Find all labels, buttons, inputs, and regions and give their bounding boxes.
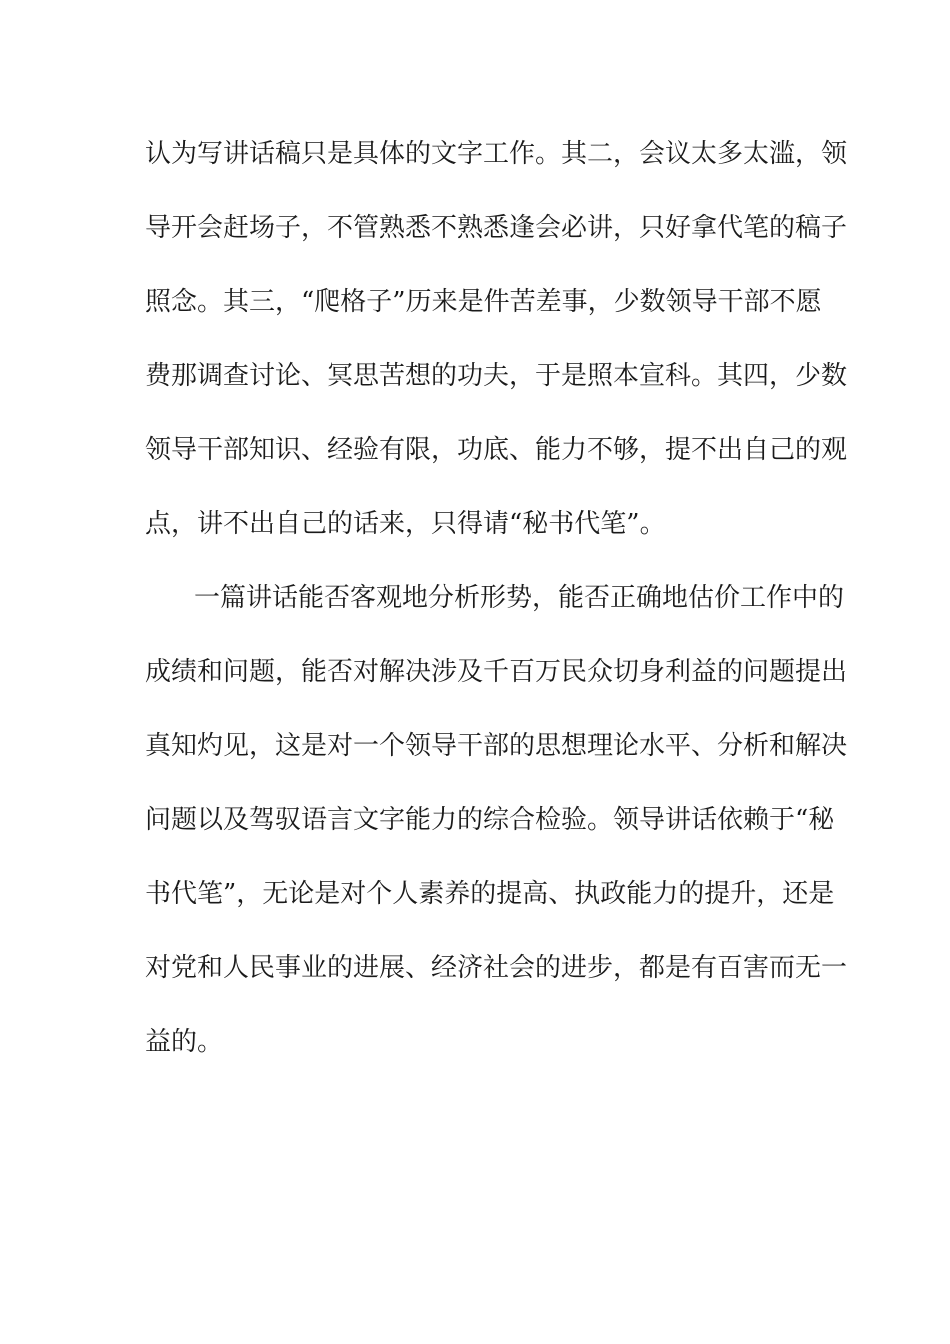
paragraph-1-line-3: 照念。其三，“爬格子”历来是件苦差事，少数领导干部不愿 <box>145 287 822 317</box>
paragraph-2-line-6: 对党和人民事业的进展、经济社会的进步，都是有百害而无一 <box>145 953 848 983</box>
paragraph-1-line-5: 领导干部知识、经验有限，功底、能力不够，提不出自己的观 <box>145 435 848 465</box>
paragraph-2-line-1: 一篇讲话能否客观地分析形势，能否正确地估价工作中的 <box>194 583 845 613</box>
paragraph-1-line-1: 认为写讲话稿只是具体的文字工作。其二，会议太多太滥，领 <box>145 139 848 169</box>
paragraph-2-line-7: 益的。 <box>145 1027 224 1057</box>
paragraph-1-line-2: 导开会赶场子，不管熟悉不熟悉逢会必讲，只好拿代笔的稿子 <box>145 213 848 243</box>
paragraph-2-line-3: 真知灼见，这是对一个领导干部的思想理论水平、分析和解决 <box>145 731 848 761</box>
paragraph-1-line-6: 点，讲不出自己的话来，只得请“秘书代笔”。 <box>145 509 666 539</box>
paragraph-2-line-2: 成绩和问题，能否对解决涉及千百万民众切身利益的问题提出 <box>145 657 848 687</box>
body-text <box>145 117 848 1079</box>
paragraph-1-line-4: 费那调查讨论、冥思苦想的功夫，于是照本宣科。其四，少数 <box>145 361 848 391</box>
paragraph-2-line-4: 问题以及驾驭语言文字能力的综合检验。领导讲话依赖于“秘 <box>145 805 835 835</box>
paragraph-2-line-5: 书代笔”，无论是对个人素养的提高、执政能力的提升，还是 <box>145 879 835 909</box>
